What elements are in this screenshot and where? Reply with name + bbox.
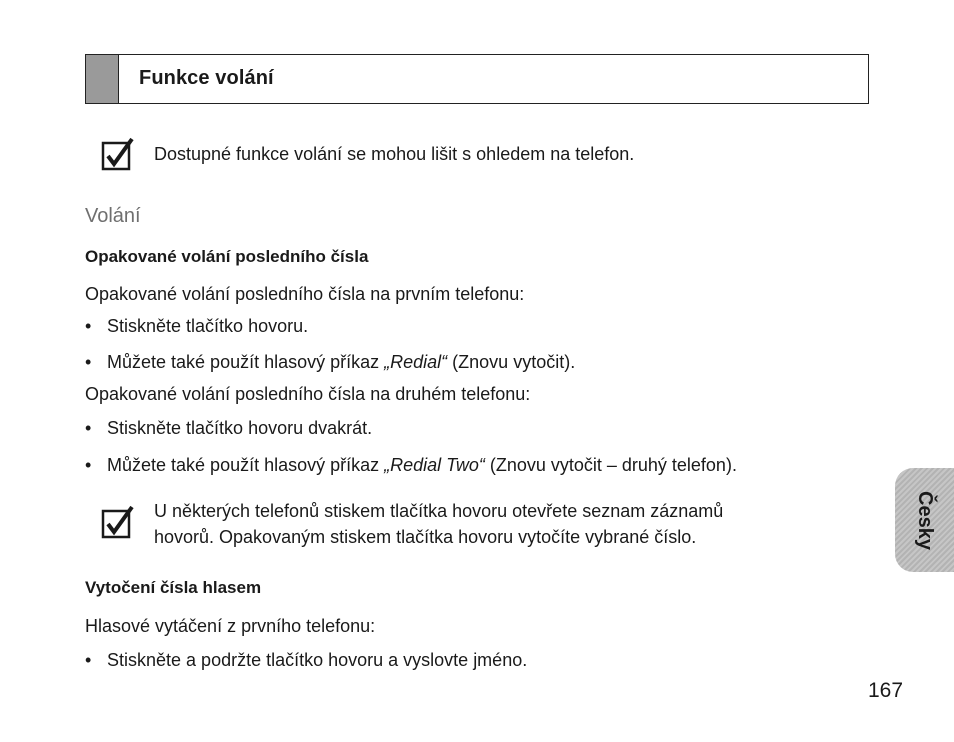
voice-command: „Redial“ — [384, 352, 448, 372]
list-item — [85, 316, 308, 337]
list-item-text: Můžete také použít hlasový příkaz — [107, 455, 385, 475]
bullet-icon: • — [85, 455, 92, 475]
bullet-icon: • — [85, 650, 92, 670]
note-line: U některých telefonů stiskem tlačítka hovoru otevřete seznam záznamů — [154, 501, 724, 521]
list-item — [85, 352, 575, 373]
list-item-text: (Znovu vytočit – druhý telefon). — [484, 455, 737, 475]
paragraph-first-phone: Opakované volání posledního čísla na prvním telefonu: — [85, 284, 525, 304]
list-item — [85, 455, 737, 476]
note-text: Dostupné funkce volání se mohou lišit s ohledem na telefon. — [154, 144, 635, 164]
list-item-text: Stiskněte a podržte tlačítko hovoru a vyslovte jméno. — [107, 650, 528, 670]
voice-command: „Redial Two“ — [384, 455, 485, 475]
section-title: Funkce volání — [139, 67, 274, 89]
list-item-text: Stiskněte tlačítko hovoru. — [107, 316, 309, 336]
checkbox-check-icon — [101, 137, 135, 171]
page-number: 167 — [868, 679, 904, 702]
paragraph-voice-dial: Hlasové vytáčení z prvního telefonu: — [85, 616, 376, 636]
subheading-voice-dial: Vytočení čísla hlasem — [85, 578, 262, 597]
language-tab — [895, 468, 954, 572]
list-item-text: Stiskněte tlačítko hovoru dvakrát. — [107, 418, 373, 438]
list-item — [85, 418, 372, 439]
section-header-tab — [86, 55, 119, 103]
list-item — [85, 650, 527, 671]
paragraph-second-phone: Opakované volání posledního čísla na druhém telefonu: — [85, 384, 531, 404]
checkbox-check-icon — [101, 505, 135, 539]
note-line: hovorů. Opakovaným stiskem tlačítka hovoru vytočíte vybrané číslo. — [154, 527, 697, 547]
language-tab-label: Česky — [913, 490, 936, 550]
bullet-icon: • — [85, 316, 92, 336]
section-header — [85, 54, 869, 104]
subheading-redial: Opakované volání posledního čísla — [85, 247, 369, 266]
list-item-text: Můžete také použít hlasový příkaz — [107, 352, 385, 372]
note-text — [154, 498, 723, 550]
list-item-text: (Znovu vytočit). — [447, 352, 576, 372]
heading-volani: Volání — [85, 205, 141, 227]
bullet-icon: • — [85, 418, 92, 438]
bullet-icon: • — [85, 352, 92, 372]
